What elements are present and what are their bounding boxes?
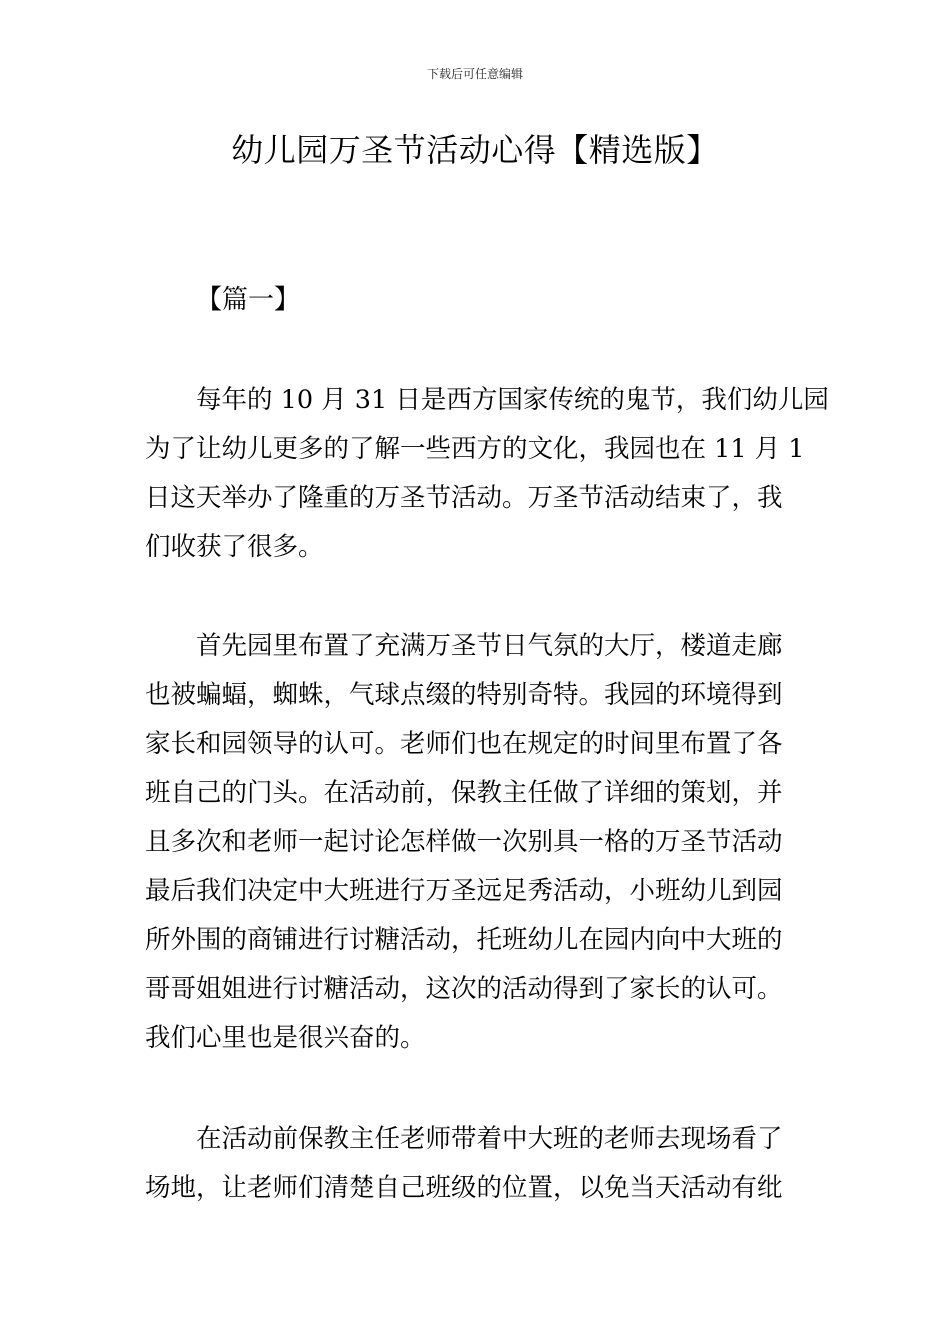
paragraph-line: 班自己的门头。在活动前，保教主任做了详细的策划，并 [145, 778, 783, 808]
paragraph-line: 每年的 10 月 31 日是西方国家传统的鬼节，我们幼儿园 [145, 385, 829, 415]
paragraph-line: 们收获了很多。 [145, 532, 324, 562]
paragraph-line: 在活动前保教主任老师带着中大班的老师去现场看了 [145, 1124, 783, 1154]
paragraph-3 [145, 1115, 810, 1213]
paragraph-line: 最后我们决定中大班进行万圣远足秀活动，小班幼儿到园 [145, 876, 783, 906]
section-label: 【篇一】 [196, 285, 301, 315]
paragraph-2 [145, 622, 810, 1063]
paragraph-line: 所外围的商铺进行讨糖活动，托班幼儿在园内向中大班的 [145, 925, 783, 955]
paragraph-line: 家长和园领导的认可。老师们也在规定的时间里布置了各 [145, 729, 783, 759]
paragraph-line: 我们心里也是很兴奋的。 [145, 1023, 426, 1053]
paragraph-line: 哥哥姐姐进行讨糖活动，这次的活动得到了家长的认可。 [145, 974, 783, 1004]
paragraph-1 [145, 376, 829, 572]
paragraph-line: 也被蝙蝠，蜘蛛，气球点缀的特别奇特。我园的环境得到 [145, 680, 783, 710]
paragraph-line: 日这天举办了隆重的万圣节活动。万圣节活动结束了，我 [145, 483, 783, 513]
paragraph-line: 场地，让老师们清楚自己班级的位置，以免当天活动有纰 [145, 1173, 783, 1203]
paragraph-line: 且多次和老师一起讨论怎样做一次别具一格的万圣节活动 [145, 827, 783, 857]
paragraph-line: 首先园里布置了充满万圣节日气氛的大厅，楼道走廊 [145, 631, 783, 661]
header-note: 下载后可任意编辑 [426, 67, 523, 81]
document-title: 幼儿园万圣节活动心得【精选版】 [231, 131, 719, 169]
paragraph-line: 为了让幼儿更多的了解一些西方的文化，我园也在 11 月 1 [145, 434, 805, 464]
